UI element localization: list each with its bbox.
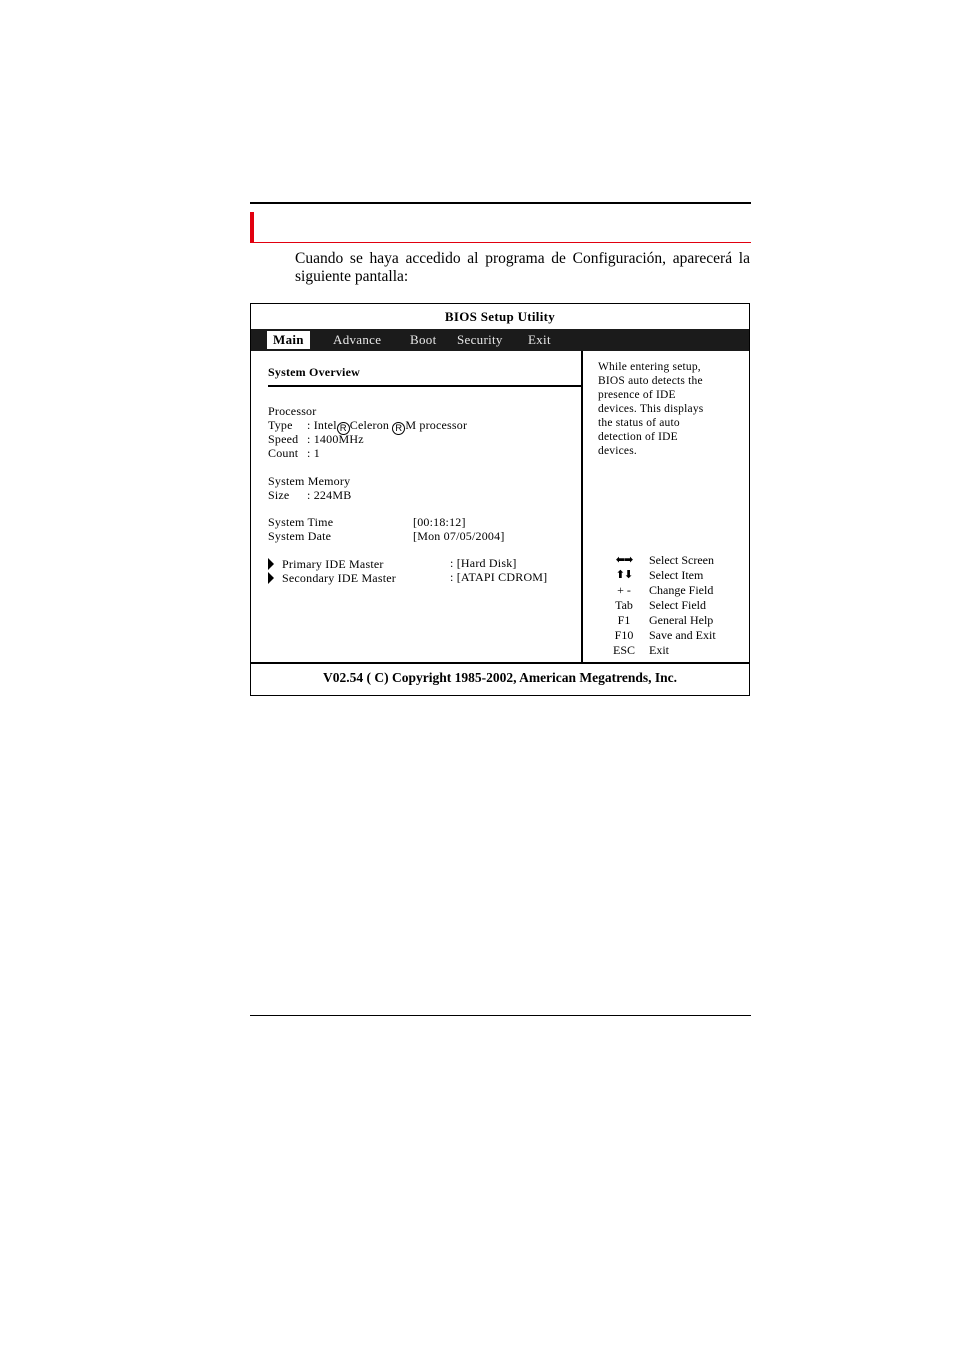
key-desc: Exit (649, 643, 669, 657)
processor-count-value: : 1 (307, 446, 320, 460)
processor-type-brand: Celeron (349, 418, 390, 432)
processor-speed-row (268, 432, 364, 446)
overview-underline (268, 385, 581, 387)
menu-exit[interactable]: Exit (528, 332, 551, 347)
processor-speed-label: Speed (268, 432, 299, 446)
system-time-value[interactable]: [00:18:12] (413, 515, 466, 529)
system-date-value[interactable]: [Mon 07/05/2004] (413, 529, 505, 543)
bios-footer: V02.54 ( C) Copyright 1985-2002, American Megatrends, Inc. (322, 670, 678, 685)
processor-type-sep: : Intel (307, 418, 337, 432)
system-time-label: System Time (268, 515, 334, 529)
processor-count-label: Count (268, 446, 299, 460)
panel-divider (581, 351, 583, 662)
menu-advance[interactable]: Advance (333, 332, 382, 347)
help-text (598, 360, 703, 458)
help-line: the status of auto (598, 417, 680, 429)
menu-boot[interactable]: Boot (410, 332, 437, 347)
menu-main[interactable]: Main (267, 331, 310, 349)
memory-heading: System Memory (268, 474, 351, 488)
ide-primary-label: Primary IDE Master (282, 557, 384, 571)
key-desc: Select Screen (649, 553, 714, 567)
key-symbol: ESC (612, 643, 635, 657)
submenu-arrow-icon (268, 572, 274, 584)
overview-title: System Overview (268, 365, 360, 379)
ide-secondary-label: Secondary IDE Master (282, 571, 396, 585)
section-underline (250, 242, 751, 243)
help-line: presence of IDE (598, 389, 676, 401)
help-line: BIOS auto detects the (598, 375, 703, 387)
processor-type-rest: M processor (405, 418, 468, 432)
key-symbol: Tab (615, 598, 633, 612)
ide-primary-value: : [Hard Disk] (450, 556, 517, 570)
left-right-arrows-icon: ⬅➡ (615, 553, 633, 566)
key-desc: Change Field (649, 583, 714, 597)
key-desc: Select Field (649, 598, 706, 612)
processor-count-row (268, 446, 320, 460)
key-symbol: + - (617, 583, 631, 597)
key-desc: Select Item (649, 568, 704, 582)
processor-type-label: Type (268, 418, 293, 432)
system-date-label: System Date (268, 529, 332, 543)
processor-speed-value: : 1400MHz (307, 432, 364, 446)
memory-size-value: : 224MB (307, 488, 352, 502)
ide-secondary-row[interactable] (268, 571, 396, 585)
up-down-arrows-icon: ⬆⬇ (615, 568, 633, 581)
memory-size-row (268, 488, 351, 502)
menu-security[interactable]: Security (457, 332, 503, 347)
help-line: While entering setup, (598, 361, 701, 373)
bios-menubar (251, 329, 749, 351)
bottom-rule (250, 1015, 751, 1016)
intro-paragraph: Cuando se haya accedido al programa de Configuración, aparecerá la siguiente pantalla: (295, 250, 750, 285)
help-line: devices. This displays (598, 403, 704, 415)
ide-primary-row[interactable] (268, 557, 384, 571)
memory-size-label: Size (268, 488, 290, 502)
key-desc: General Help (649, 613, 714, 627)
section-marker (250, 212, 254, 243)
ide-secondary-value: : [ATAPI CDROM] (450, 570, 548, 584)
help-line: detection of IDE (598, 431, 678, 443)
registered-mark-icon: R (337, 422, 350, 435)
processor-heading: Processor (268, 404, 317, 418)
top-rule (250, 202, 751, 204)
key-symbol: F1 (617, 613, 631, 627)
submenu-arrow-icon (268, 558, 274, 570)
key-symbol: F10 (614, 628, 634, 642)
key-desc: Save and Exit (649, 628, 716, 642)
bios-screenshot (250, 303, 750, 696)
registered-mark-icon: R (392, 422, 405, 435)
bios-title: BIOS Setup Utility (444, 309, 556, 324)
help-line: devices. (598, 445, 637, 457)
footer-divider (251, 662, 749, 664)
